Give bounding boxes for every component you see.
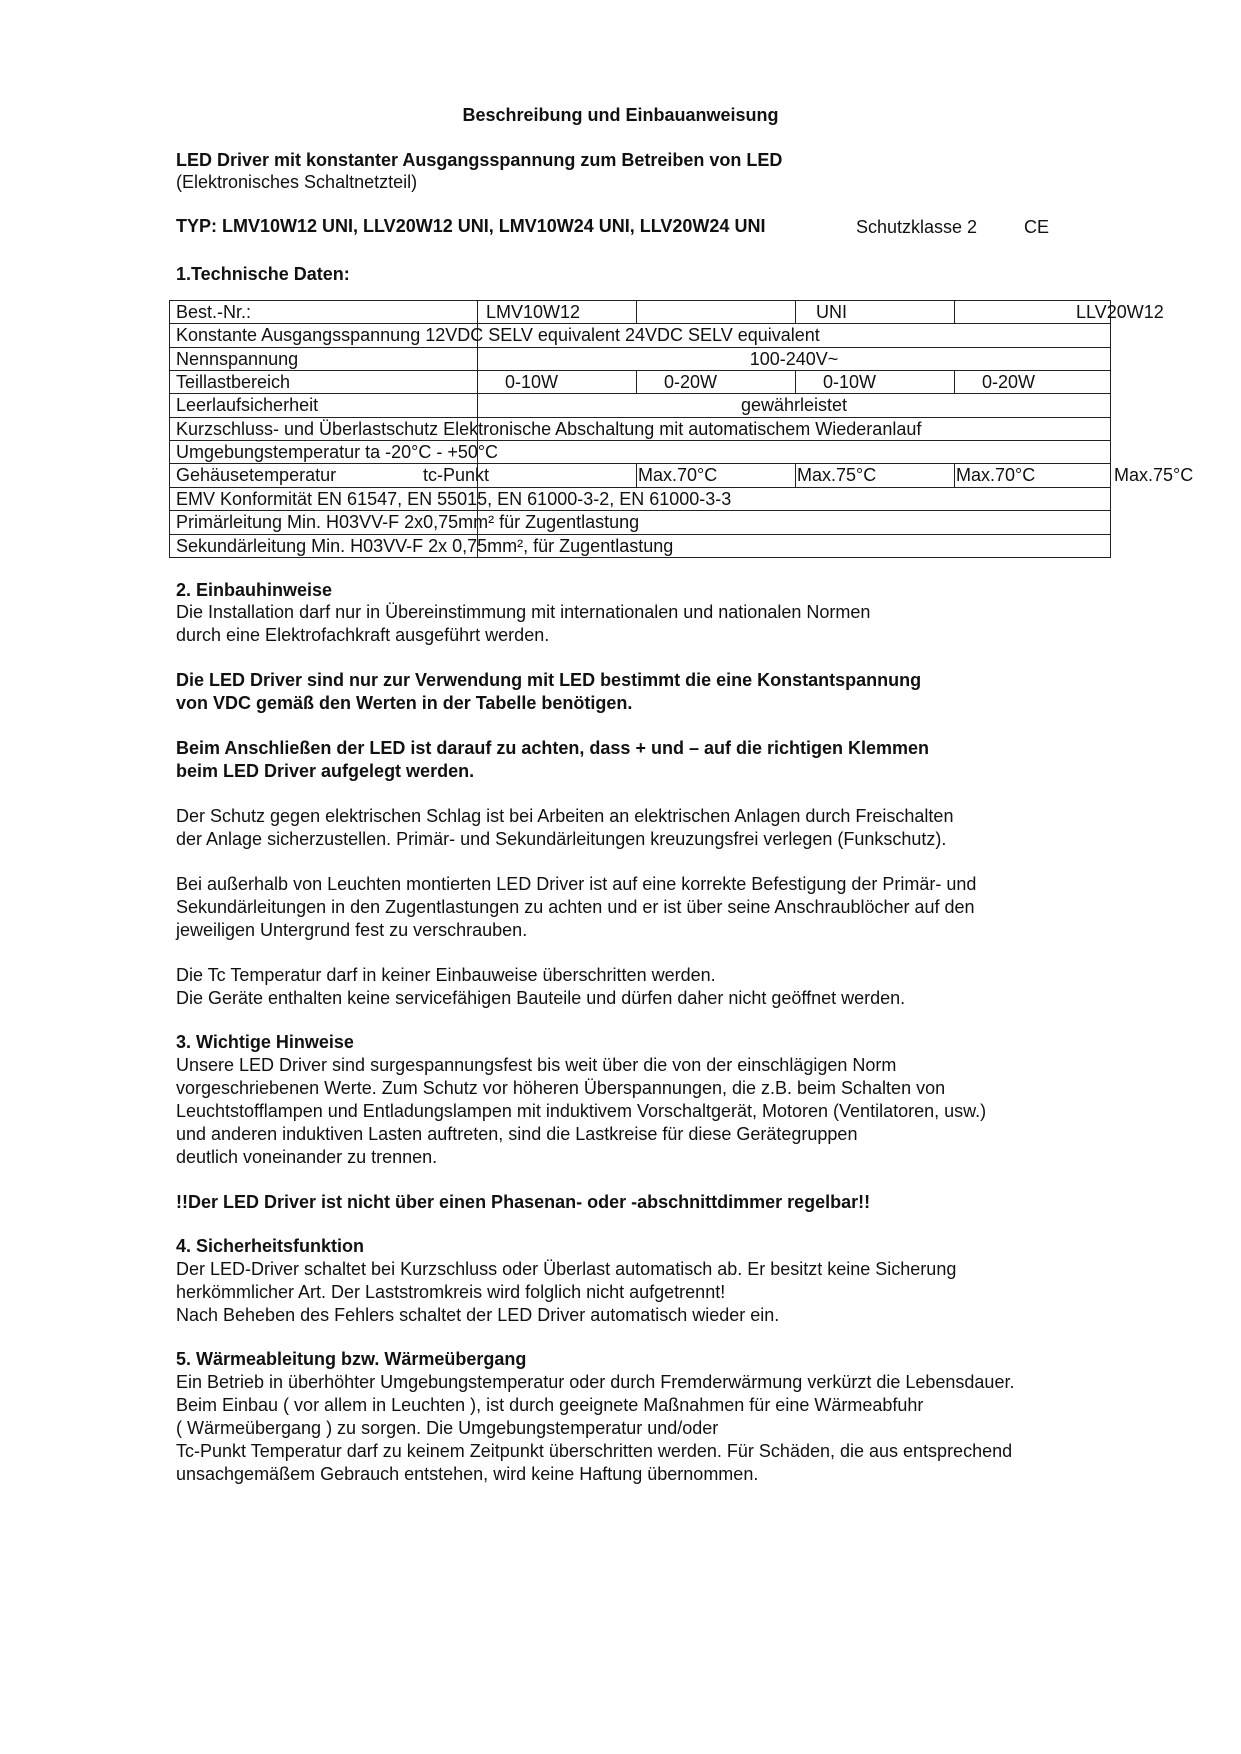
section2-p3-line2: beim LED Driver aufgelegt werden.	[176, 761, 475, 781]
section3-p1-line4: und anderen induktiven Lasten auftreten, sind die Lastkreise für diese Gerätegruppen	[176, 1124, 858, 1144]
technical-data-table	[169, 300, 1194, 558]
section5-heading: 5. Wärmeableitung bzw. Wärmeübergang	[176, 1349, 527, 1369]
ce-mark: CE	[1024, 217, 1050, 237]
section3-heading: 3. Wichtige Hinweise	[176, 1032, 354, 1052]
typ-line: TYP: LMV10W12 UNI, LLV20W12 UNI, LMV10W24 UNI, LLV20W24 UNI	[176, 216, 766, 236]
row-gehaeuse-c4: Max.70°C	[956, 465, 1036, 485]
schutzklasse: Schutzklasse 2	[856, 217, 978, 237]
section2-p1-line2: durch eine Elektrofachkraft ausgeführt werden.	[176, 625, 550, 645]
row-umgebungstemperatur: Umgebungstemperatur ta -20°C - +50°C	[176, 442, 499, 462]
section5-p1-line2: Beim Einbau ( vor allem in Leuchten ), ist durch geeignete Maßnahmen für eine Wärmeabfuhr	[176, 1395, 924, 1415]
document-title: Beschreibung und Einbauanweisung	[462, 105, 779, 125]
section2-p3-line1: Beim Anschließen der LED ist darauf zu achten, dass + und – auf die richtigen Klemmen	[176, 738, 930, 758]
row-gehaeuse-label: Gehäusetemperatur	[176, 465, 337, 485]
row-kurzschluss: Kurzschluss- und Überlastschutz Elektronische Abschaltung mit automatischem Wiederanlauf	[176, 419, 922, 439]
section2-heading: 2. Einbauhinweise	[176, 580, 333, 600]
row-gehaeuse-c3: Max.75°C	[797, 465, 877, 485]
section5-p1-line5: unsachgemäßem Gebrauch entstehen, wird keine Haftung übernommen.	[176, 1464, 759, 1484]
section4-p1-line1: Der LED-Driver schaltet bei Kurzschluss oder Überlast automatisch ab. Er besitzt keine Sicherung	[176, 1259, 957, 1279]
section5-p1-line3: ( Wärmeübergang ) zu sorgen. Die Umgebungstemperatur und/oder	[176, 1418, 719, 1438]
row-best-nr-c3: UNI	[816, 302, 847, 322]
section2-p4-line1: Der Schutz gegen elektrischen Schlag ist bei Arbeiten an elektrischen Anlagen durch Freischalten	[176, 806, 954, 826]
row-gehaeuse-c2: Max.70°C	[638, 465, 718, 485]
section3-p1-line3: Leuchtstofflampen und Entladungslampen mit induktivem Vorschaltgerät, Motoren (Ventilatoren, usw.)	[176, 1101, 987, 1121]
row-nennspannung-label: Nennspannung	[176, 349, 299, 369]
row-primaerleitung: Primärleitung Min. H03VV-F 2x0,75mm² für Zugentlastung	[176, 512, 640, 532]
row-teillast-c4: 0-20W	[982, 372, 1036, 392]
row-teillast-c1: 0-10W	[505, 372, 559, 392]
row-emv: EMV Konformität EN 61547, EN 55015, EN 61000-3-2, EN 61000-3-3	[176, 489, 732, 509]
section2-p2-line1: Die LED Driver sind nur zur Verwendung mit LED bestimmt die eine Konstantspannung	[176, 670, 922, 690]
dimmer-warning: !!Der LED Driver ist nicht über einen Phasenan- oder -abschnittdimmer regelbar!!	[176, 1192, 871, 1212]
section2-p5-line2: Sekundärleitungen in den Zugentlastungen zu achten und er ist über seine Anschraublöcher auf den	[176, 897, 975, 917]
product-heading: LED Driver mit konstanter Ausgangsspannung zum Betreiben von LED	[176, 150, 783, 170]
section3-p1-line5: deutlich voneinander zu trennen.	[176, 1147, 438, 1167]
section3-p1-line1: Unsere LED Driver sind surgespannungsfest bis weit über die von der einschlägigen Norm	[176, 1055, 897, 1075]
row-gehaeuse-c5: Max.75°C	[1114, 465, 1194, 485]
row-nennspannung-value: 100-240V~	[749, 349, 839, 369]
row-teillast-c3: 0-10W	[823, 372, 877, 392]
section4-p1-line2: herkömmlicher Art. Der Laststromkreis wird folglich nicht aufgetrennt!	[176, 1282, 726, 1302]
section2-p2-line2: von VDC gemäß den Werten in der Tabelle benötigen.	[176, 693, 633, 713]
section5-p1-line4: Tc-Punkt Temperatur darf zu keinem Zeitpunkt überschritten werden. Für Schäden, die aus entsprechend	[176, 1441, 1013, 1461]
section1-heading: 1.Technische Daten:	[176, 264, 350, 284]
row-ausgangsspannung: Konstante Ausgangsspannung 12VDC SELV equivalent 24VDC SELV equivalent	[176, 325, 820, 345]
section2-p6-line1: Die Tc Temperatur darf in keiner Einbauweise überschritten werden.	[176, 965, 716, 985]
section2-p1-line1: Die Installation darf nur in Übereinstimmung mit internationalen und nationalen Normen	[176, 602, 871, 622]
row-best-nr-c5: LLV20W12	[1076, 302, 1164, 322]
section5-p1-line1: Ein Betrieb in überhöhter Umgebungstemperatur oder durch Fremderwärmung verkürzt die Lebensdauer.	[176, 1372, 1015, 1392]
row-sekundaerleitung: Sekundärleitung Min. H03VV-F 2x 0,75mm², für Zugentlastung	[176, 536, 674, 556]
row-teillast-label: Teillastbereich	[176, 372, 291, 392]
row-leerlauf-value: gewährleistet	[740, 395, 848, 415]
product-subheading: (Elektronisches Schaltnetzteil)	[176, 172, 418, 192]
row-gehaeuse-sub: tc-Punkt	[423, 465, 490, 485]
section4-p1-line3: Nach Beheben des Fehlers schaltet der LED Driver automatisch wieder ein.	[176, 1305, 780, 1325]
section2-p5-line3: jeweiligen Untergrund fest zu verschrauben.	[176, 920, 528, 940]
section2-p4-line2: der Anlage sicherzustellen. Primär- und Sekundärleitungen kreuzungsfrei verlegen (Funkschutz).	[176, 829, 947, 849]
section2-p5-line1: Bei außerhalb von Leuchten montierten LED Driver ist auf eine korrekte Befestigung der Primär- und	[176, 874, 977, 894]
row-leerlauf-label: Leerlaufsicherheit	[176, 395, 319, 415]
row-best-nr-c1: LMV10W12	[486, 302, 581, 322]
section3-p1-line2: vorgeschriebenen Werte. Zum Schutz vor höheren Überspannungen, die z.B. beim Schalten von	[176, 1078, 946, 1098]
row-best-nr-label: Best.-Nr.:	[176, 302, 252, 322]
section2-p6-line2: Die Geräte enthalten keine servicefähigen Bauteile und dürfen daher nicht geöffnet werden.	[176, 988, 906, 1008]
section4-heading: 4. Sicherheitsfunktion	[176, 1236, 365, 1256]
row-teillast-c2: 0-20W	[664, 372, 718, 392]
